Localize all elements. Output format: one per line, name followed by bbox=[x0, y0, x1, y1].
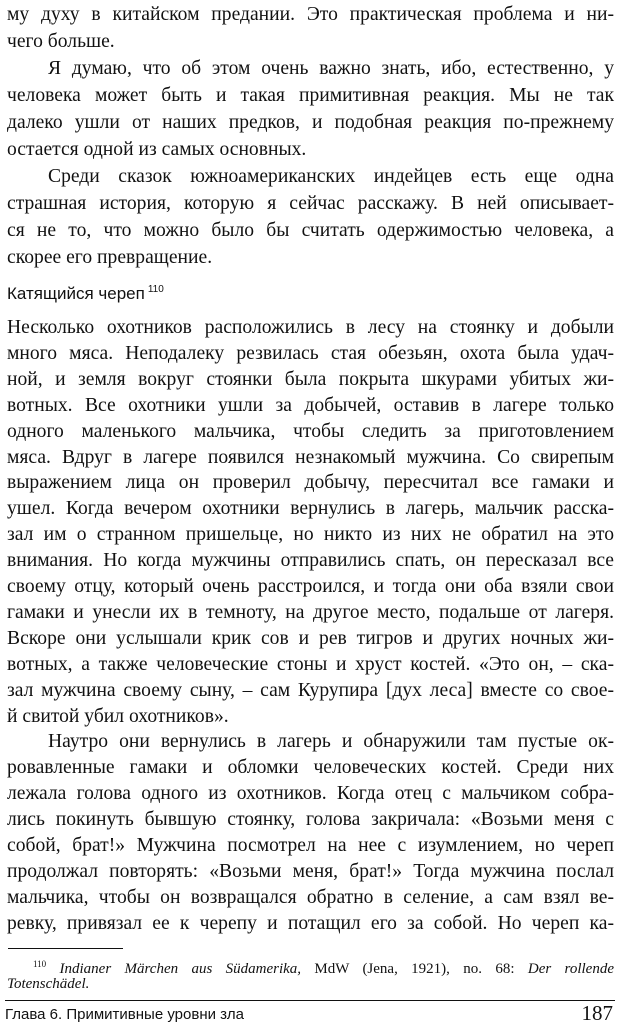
text-line: остается одной из самых основных. bbox=[7, 139, 307, 160]
text-line: Несколько охотников расположились в лесу на стоянку и добыли bbox=[7, 317, 614, 338]
text-line: чего больше. bbox=[7, 31, 115, 52]
section-heading bbox=[7, 278, 164, 306]
text-line: мальчика, чтобы он возвращался обратно в селение, а сам взял ве- bbox=[7, 887, 614, 908]
footnote-ref: 110 bbox=[147, 284, 164, 295]
text-line: продолжал повторять: «Возьми меня, брат!» Тогда мужчина послал bbox=[7, 861, 614, 882]
text-line: ся не то, что можно было бы считать одержимостью человека, а bbox=[7, 220, 614, 241]
footnote-segment: MdW (Jena, 1921), no. 68: bbox=[301, 961, 528, 977]
text-line: далеко ушли от наших предков, и подобная реакция по-прежнему bbox=[7, 112, 614, 133]
text-line: ревку, привязал ее к черепу и потащил его за собой. Но череп ка- bbox=[7, 913, 614, 934]
text-line: Я думаю, что об этом очень важно знать, ибо, естественно, у bbox=[48, 58, 614, 79]
footnote-segment: Der rollende bbox=[527, 961, 614, 977]
page-number: 187 bbox=[581, 1001, 613, 1025]
text-line: страшная история, которую я сейчас расскажу. В ней описывает- bbox=[7, 193, 614, 214]
text-line: ровавленные гамаки и обломки человеческих костей. Среди них bbox=[7, 757, 614, 778]
text-line: лежала голова одного из охотников. Когда отец с мальчиком собра- bbox=[7, 783, 614, 804]
text-line: зал мужчина своему сыну, – сам Курупира [дух леса] вместе со свое- bbox=[7, 680, 614, 701]
text-line: своему отцу, который очень расстроился, и тогда они оба взяли свои bbox=[7, 576, 614, 597]
text-line: лись покинуть бывшую стоянку, голова закричала: «Возьми меня с bbox=[7, 809, 614, 830]
footnote-line bbox=[7, 974, 614, 994]
footnote-separator bbox=[8, 948, 123, 949]
text-line: й свитой убил охотников». bbox=[7, 706, 229, 727]
text-line: му духу в китайском предании. Это практическая проблема и ни- bbox=[7, 4, 614, 25]
footnote-number: 110 bbox=[33, 959, 47, 969]
footnote-segment: Totenschädel. bbox=[7, 976, 90, 992]
text-line: много мяса. Неподалеку резвилась стая обезьян, охота была удач- bbox=[7, 343, 614, 364]
text-line: зал им о странном пришельце, но никто из них не обратил на это bbox=[7, 524, 614, 545]
text-line: Вскоре они услышали крик сов и рев тигров и других ночных жи- bbox=[7, 628, 614, 649]
text-line: скорее его превращение. bbox=[7, 247, 213, 268]
running-footer: Глава 6. Примитивные уровни зла bbox=[5, 1006, 244, 1023]
text-line: вотных, а также человеческие стоны и хруст костей. «Это он, – ска- bbox=[7, 654, 614, 675]
text-line: собой, брат!» Мужчина посмотрел на нее с изумлением, но череп bbox=[7, 835, 614, 856]
text-line: одного маленького мальчика, чтобы следить за приготовлением bbox=[7, 421, 614, 442]
text-line: Среди сказок южноамериканских индейцев есть еще одна bbox=[48, 166, 614, 187]
text-line: внимания. Но когда мужчины отправились спать, он пересказал все bbox=[7, 550, 614, 571]
text-line: мяса. Вдруг в лагере появился незнакомый мужчина. Со свирепым bbox=[7, 447, 614, 468]
text-line: Наутро они вернулись в лагерь и обнаружили там пустые ок- bbox=[48, 731, 614, 752]
text-line: ной, и земля вокруг стоянки была покрыта шкурами убитых жи- bbox=[7, 369, 614, 390]
footer-rule bbox=[5, 1000, 615, 1001]
text-line: вотных. Все охотники ушли за добычей, оставив в лагере только bbox=[7, 395, 614, 416]
heading-text: Катящийся череп bbox=[7, 284, 145, 303]
text-line: ушел. Когда вечером охотники вернулись в лагерь, мальчик расска- bbox=[7, 498, 614, 519]
text-line: гамаки и унесли их в темноту, на другое место, подальше от лагеря. bbox=[7, 602, 614, 623]
footnote-segment: Indianer Märchen aus Südamerika, bbox=[46, 961, 302, 977]
text-line: выражением лица он проверил добычу, пересчитал все гамаки и bbox=[7, 472, 614, 493]
text-line: человека может быть и такая примитивная реакция. Мы не так bbox=[7, 85, 614, 106]
